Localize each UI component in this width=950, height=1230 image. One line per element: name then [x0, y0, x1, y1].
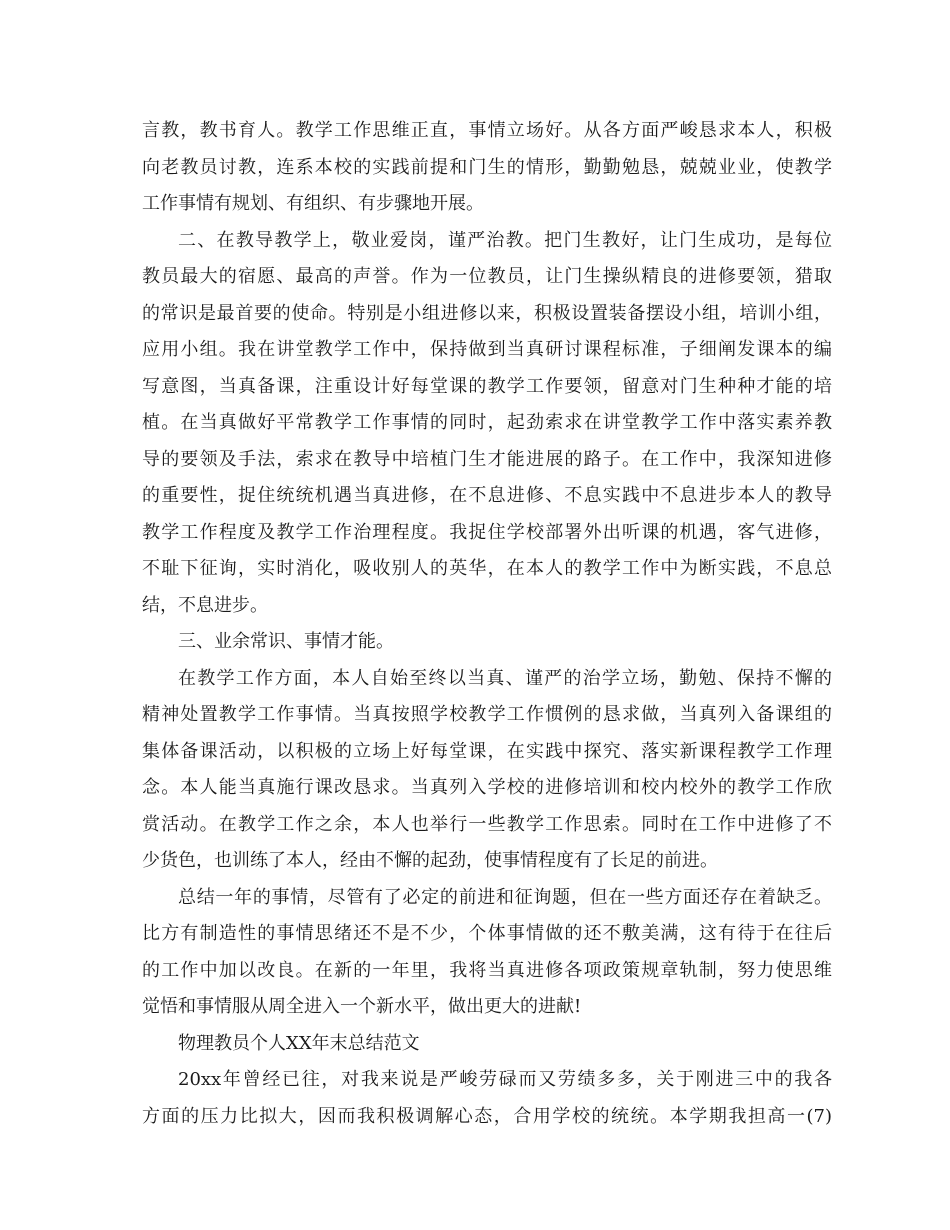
text-line: 的重要性，捉住统统机遇当真进修，在不息进修、不息实践中不息进步本人的教导 [142, 485, 832, 506]
text-line: 方面的压力比拟大，因而我积极调解心态，合用学校的统统。本学期我担高一(7) [142, 1105, 832, 1127]
section-heading: 三、业余常识、事情才能。 [178, 631, 394, 652]
text-line: 言教，教书育人。教学工作思维正直，事情立场好。从各方面严峻恳求本人，积极 [142, 120, 832, 141]
text-line: 精神处置教学工作事情。当真按照学校教学工作惯例的恳求做，当真列入备课组的 [142, 704, 832, 725]
text-line: 写意图，当真备课，注重设计好每堂课的教学工作要领，留意对门生种种才能的培 [142, 375, 832, 397]
text-line: 少货色，也训练了本人，经由不懈的起劲，使事情程度有了长足的前进。 [142, 850, 718, 871]
text-line: 向老教员讨教，连系本校的实践前提和门生的情形，勤勤勉恳，兢兢业业，使教学 [142, 156, 832, 178]
text-line: 集体备课活动，以积极的立场上好每堂课，在实践中探究、落实新课程教学工作理 [142, 740, 832, 762]
text-line: 的常识是最首要的使命。特别是小组进修以来，积极设置装备摆设小组，培训小组， [142, 302, 832, 324]
text-line: 赏活动。在教学工作之余，本人也举行一些教学工作思索。同时在工作中进修了不 [142, 813, 832, 835]
text-line: 应用小组。我在讲堂教学工作中，保持做到当真研讨课程标准，子细阐发课本的编 [142, 339, 832, 360]
text-line: 20xx年曾经已往，对我来说是严峻劳碌而又劳绩多多，关于刚进三中的我各 [178, 1069, 832, 1090]
text-line: 工作事情有规划、有组织、有步骤地开展。 [142, 193, 484, 214]
text-line: 念。本人能当真施行课改恳求。当真列入学校的进修培训和校内校外的教学工作欣 [142, 777, 832, 798]
text-line: 二、在教导教学上，敬业爱岗，谨严治教。把门生教好，让门生成功，是每位 [178, 229, 832, 251]
text-line: 在教学工作方面，本人自始至终以当真、谨严的治学立场，勤勉、保持不懈的 [178, 667, 832, 689]
text-line: 植。在当真做好平常教学工作事情的同时，起劲索求在讲堂教学工作中落实素养教 [142, 412, 832, 433]
text-line: 的工作中加以改良。在新的一年里，我将当真进修各项政策规章轨制，努力使思维 [142, 959, 832, 981]
text-line: 结，不息进步。 [142, 594, 268, 616]
text-line: 导的要领及手法，索求在教导中培植门生才能进展的路子。在工作中，我深知进修 [142, 448, 832, 470]
text-line: 比方有制造性的事情思绪还不是不少，个体事情做的还不敷美满，这有待于在往后 [142, 923, 832, 944]
document-body [142, 113, 832, 1135]
text-line: 教学工作程度及教学工作治理程度。我捉住学校部署外出听课的机遇，客气进修， [142, 521, 832, 543]
text-line: 觉悟和事情服从周全进入一个新水平，做出更大的进献! [142, 996, 582, 1017]
text-line: 不耻下征询，实时消化，吸收别人的英华，在本人的教学工作中为断实践，不息总 [142, 558, 832, 579]
text-line: 教员最大的宿愿、最高的声誉。作为一位教员，让门生操纵精良的进修要领，猎取 [142, 266, 832, 287]
text-line: 总结一年的事情，尽管有了必定的前进和征询题，但在一些方面还存在着缺乏。 [178, 886, 832, 908]
article-title: 物理教员个人XX年末总结范文 [178, 1032, 420, 1054]
